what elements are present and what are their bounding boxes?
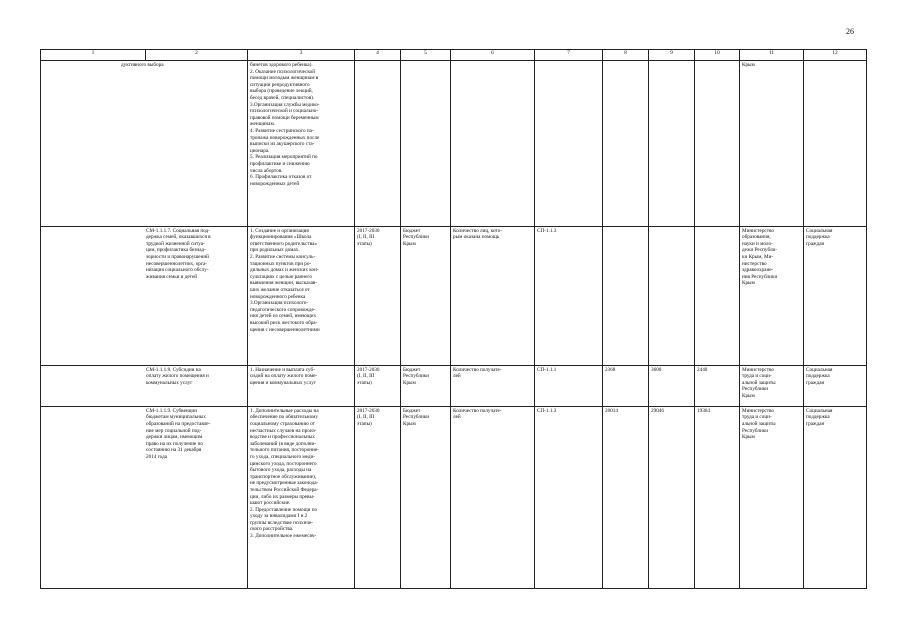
table-row xyxy=(41,406,867,588)
page-number: 26 xyxy=(846,27,854,36)
column-header: 9 xyxy=(649,50,695,61)
code-cell xyxy=(535,61,603,227)
code-cell: СП-1.1.3 xyxy=(535,406,603,588)
column-header: 2 xyxy=(146,50,248,61)
responsible-cell: Министерство образования, науки и моло- дежи Республи- ки Крым, Ми- нистерство здравоохране- ния Республики Крым xyxy=(740,226,804,365)
column-header: 11 xyxy=(740,50,804,61)
measure-name-cell: СМ-1.1.1.8. Субсидии на оплату жилого помещения и коммунальных услуг xyxy=(41,365,248,406)
value-cell: 19364 xyxy=(695,406,740,588)
activities-cell: бинетов здорового ребенка). 2. Оказание психологической помощи молодым женщинам в ситуации репродуктивного выбора (проведение лекций, бесед врачей, специалистов). 3.Организация службы медико- психологической и социально- правовой помощи беременным женщинам. 4. Развитие сестринского па- тронажа новорожденных после выписки из акушерского ста- ционара. 5. Реализация мероприятий по профилактике и снижению числа абортов. 6. Профилактика отказов от новорожденных детей xyxy=(248,61,355,227)
value-cell: 2368 xyxy=(603,365,649,406)
column-header: 6 xyxy=(451,50,535,61)
indicator-cell xyxy=(451,61,535,227)
code-cell: СП-1.1.3 xyxy=(535,226,603,365)
table-row xyxy=(41,365,867,406)
column-number-row xyxy=(41,50,867,61)
measure-name-cell: СМ-1.1.1.9. Субвенции бюджетам муниципальных образований на предоставле- ние мер социальной под- держки лицам, имеющим право на их получение по состоянию на 31 декабря 2014 года xyxy=(41,406,248,588)
table-row xyxy=(41,61,867,227)
indicator-cell: Количество получате- лей xyxy=(451,365,535,406)
column-header: 4 xyxy=(355,50,401,61)
activities-cell: 1. Дополнительные расходы на обеспечение по обязательному социальному страхованию от несчастных случаев на произ- водстве и профессиональных заболеваний (в виде дополни- тельного питания, посторонне- го ухода, специального меди- цинского ухода, постороннего бытового ухода, расходы на транспортное обслуживание), не предусмотренные законода- тельством Российской Федера- ции, либо их размеры превы- шают российские. 2. Предоставление помощи по уходу за инвалидами I и 2 группы вследствие психиче- ского расстройства. 3. Дополнительное ежемесяч- xyxy=(248,406,355,588)
value-cell: 2440 xyxy=(695,365,740,406)
value-cell: 3600 xyxy=(649,365,695,406)
code-cell: СП-1.1.1 xyxy=(535,365,603,406)
measure-name-cell: СМ-1.1.1.7. Социальная под- держка семей, оказавшихся в трудной жизненной ситуа- ции, профилактика безнад- зорности и правонарушений несовершеннолетних, орга- низация социального обслу- живания семьи и детей xyxy=(41,226,248,365)
column-header: 1 xyxy=(41,50,146,61)
funding-source-cell: Бюджет Республики Крым xyxy=(401,226,451,365)
program-cell: Социальная поддержка граждан xyxy=(804,226,867,365)
program-cell: Социальная поддержка граждан xyxy=(804,406,867,588)
column-header: 3 xyxy=(248,50,355,61)
funding-source-cell: Бюджет Республики Крым xyxy=(401,365,451,406)
responsible-cell: Крым xyxy=(740,61,804,227)
measures-table xyxy=(40,49,867,589)
value-cell xyxy=(695,226,740,365)
value-cell xyxy=(649,61,695,227)
indicator-cell: Количество получате- лей xyxy=(451,406,535,588)
funding-source-cell: Бюджет Республики Крым xyxy=(401,406,451,588)
value-cell xyxy=(695,61,740,227)
responsible-cell: Министерство труда и соци- альной защиты Республики Крым xyxy=(740,365,804,406)
activities-cell: 1. Назначение и выплата суб- сидий на оплату жилого поме- щения и коммунальных услуг xyxy=(248,365,355,406)
value-cell xyxy=(603,226,649,365)
measure-name-cell: дуктивного выбора xyxy=(41,61,248,227)
activities-cell: 1. Создание и организация функционирования «Школа ответственного родительства» при родильных домах. 2. Развитие системы консуль- тационных пунктов при ро- дильных домах и женских кон- сультациях с целью раннего выявления женщин, высказав- ших желание отказаться от новорожденного ребенка 3.Организация психолого- педагогического сопровожде- ния детей из семей, имеющих высокий риск жестокого обра- щения с несовершеннолетними xyxy=(248,226,355,365)
column-header: 10 xyxy=(695,50,740,61)
period-cell xyxy=(355,61,401,227)
program-cell xyxy=(804,61,867,227)
value-cell: 20014 xyxy=(603,406,649,588)
column-header: 8 xyxy=(603,50,649,61)
indicator-cell: Количество лиц, кото- рым оказана помощь xyxy=(451,226,535,365)
column-header: 7 xyxy=(535,50,603,61)
funding-source-cell xyxy=(401,61,451,227)
responsible-cell: Министерство труда и соци- альной защиты Республики Крым xyxy=(740,406,804,588)
column-header: 5 xyxy=(401,50,451,61)
period-cell: 2017-2030 (I, II, III этапы) xyxy=(355,226,401,365)
value-cell xyxy=(603,61,649,227)
program-cell: Социальная поддержка граждан xyxy=(804,365,867,406)
period-cell: 2017-2030 (I, II, III этапы) xyxy=(355,406,401,588)
period-cell: 2017-2030 (I, II, III этапы) xyxy=(355,365,401,406)
column-header: 12 xyxy=(804,50,867,61)
table-row xyxy=(41,226,867,365)
value-cell: 29046 xyxy=(649,406,695,588)
value-cell xyxy=(649,226,695,365)
